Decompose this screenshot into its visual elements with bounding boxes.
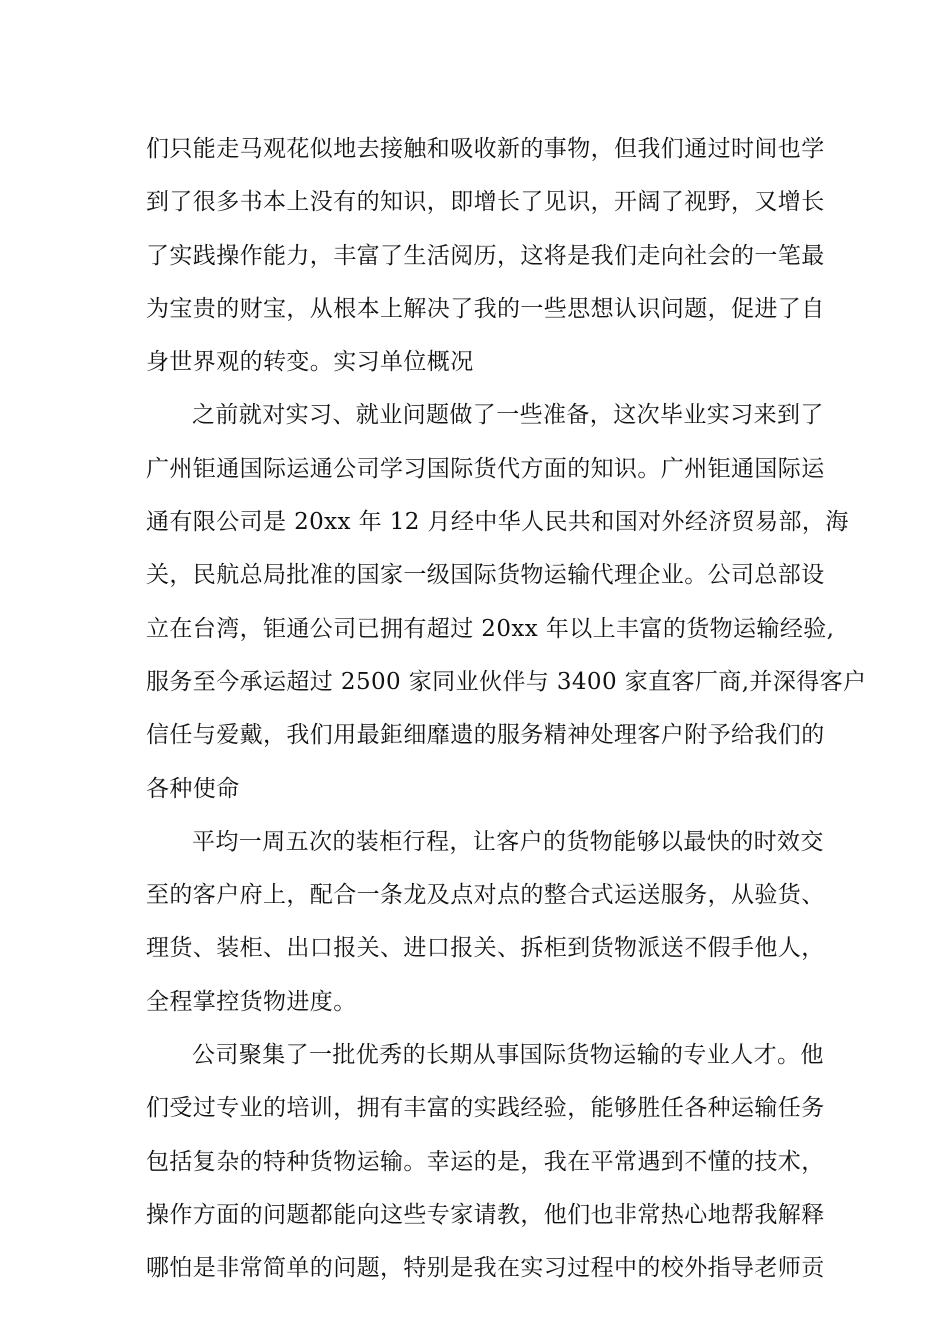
text-line: 至的客户府上，配合一条龙及点对点的整合式运送服务，从验货、 (146, 882, 825, 909)
text-line: 为宝贵的财宝，从根本上解决了我的一些思想认识问题，促进了自 (146, 295, 825, 322)
text-line: 广州钜通国际运通公司学习国际货代方面的知识。广州钜通国际运 (146, 455, 825, 482)
paragraph-first-line: 公司聚集了一批优秀的长期从事国际货物运输的专业人才。他 (192, 1042, 824, 1069)
text-line: 了实践操作能力，丰富了生活阅历，这将是我们走向社会的一笔最 (146, 242, 825, 269)
text-line: 们只能走马观花似地去接触和吸收新的事物，但我们通过时间也学 (146, 136, 825, 162)
text-line: 到了很多书本上没有的知识，即增长了见识，开阔了视野，又增长 (146, 189, 825, 216)
paragraph-first-line: 之前就对实习、就业问题做了一些准备，这次毕业实习来到了 (192, 402, 824, 429)
text-line: 操作方面的问题都能向这些专家请教，他们也非常热心地帮我解释 (146, 1201, 825, 1228)
text-line: 们受过专业的培训，拥有丰富的实践经验，能够胜任各种运输任务 (146, 1095, 825, 1122)
text-line: 信任与爱戴，我们用最鉅细靡遗的服务精神处理客户附予给我们的 (146, 722, 825, 749)
text-line: 关，民航总局批准的国家一级国际货物运输代理企业。公司总部设 (146, 562, 825, 589)
text-line: 服务至今承运超过 2500 家同业伙伴与 3400 家直客厂商,并深得客户 (146, 668, 867, 695)
text-line: 全程掌控货物进度。 (146, 988, 357, 1015)
text-line: 通有限公司是 20xx 年 12 月经中华人民共和国对外经济贸易部，海 (146, 509, 849, 536)
text-line: 立在台湾，钜通公司已拥有超过 20xx 年以上丰富的货物运输经验, (146, 615, 835, 642)
paragraph-first-line: 平均一周五次的装柜行程，让客户的货物能够以最快的时效交 (192, 828, 824, 855)
body-text (146, 123, 867, 1296)
text-line: 理货、装柜、出口报关、进口报关、拆柜到货物派送不假手他人， (146, 935, 825, 962)
text-line: 哪怕是非常简单的问题，特别是我在实习过程中的校外指导老师贡 (146, 1255, 825, 1282)
text-line: 各种使命 (146, 775, 240, 802)
text-line: 身世界观的转变。实习单位概况 (146, 349, 474, 376)
text-line: 包括复杂的特种货物运输。幸运的是，我在平常遇到不懂的技术， (146, 1148, 825, 1175)
